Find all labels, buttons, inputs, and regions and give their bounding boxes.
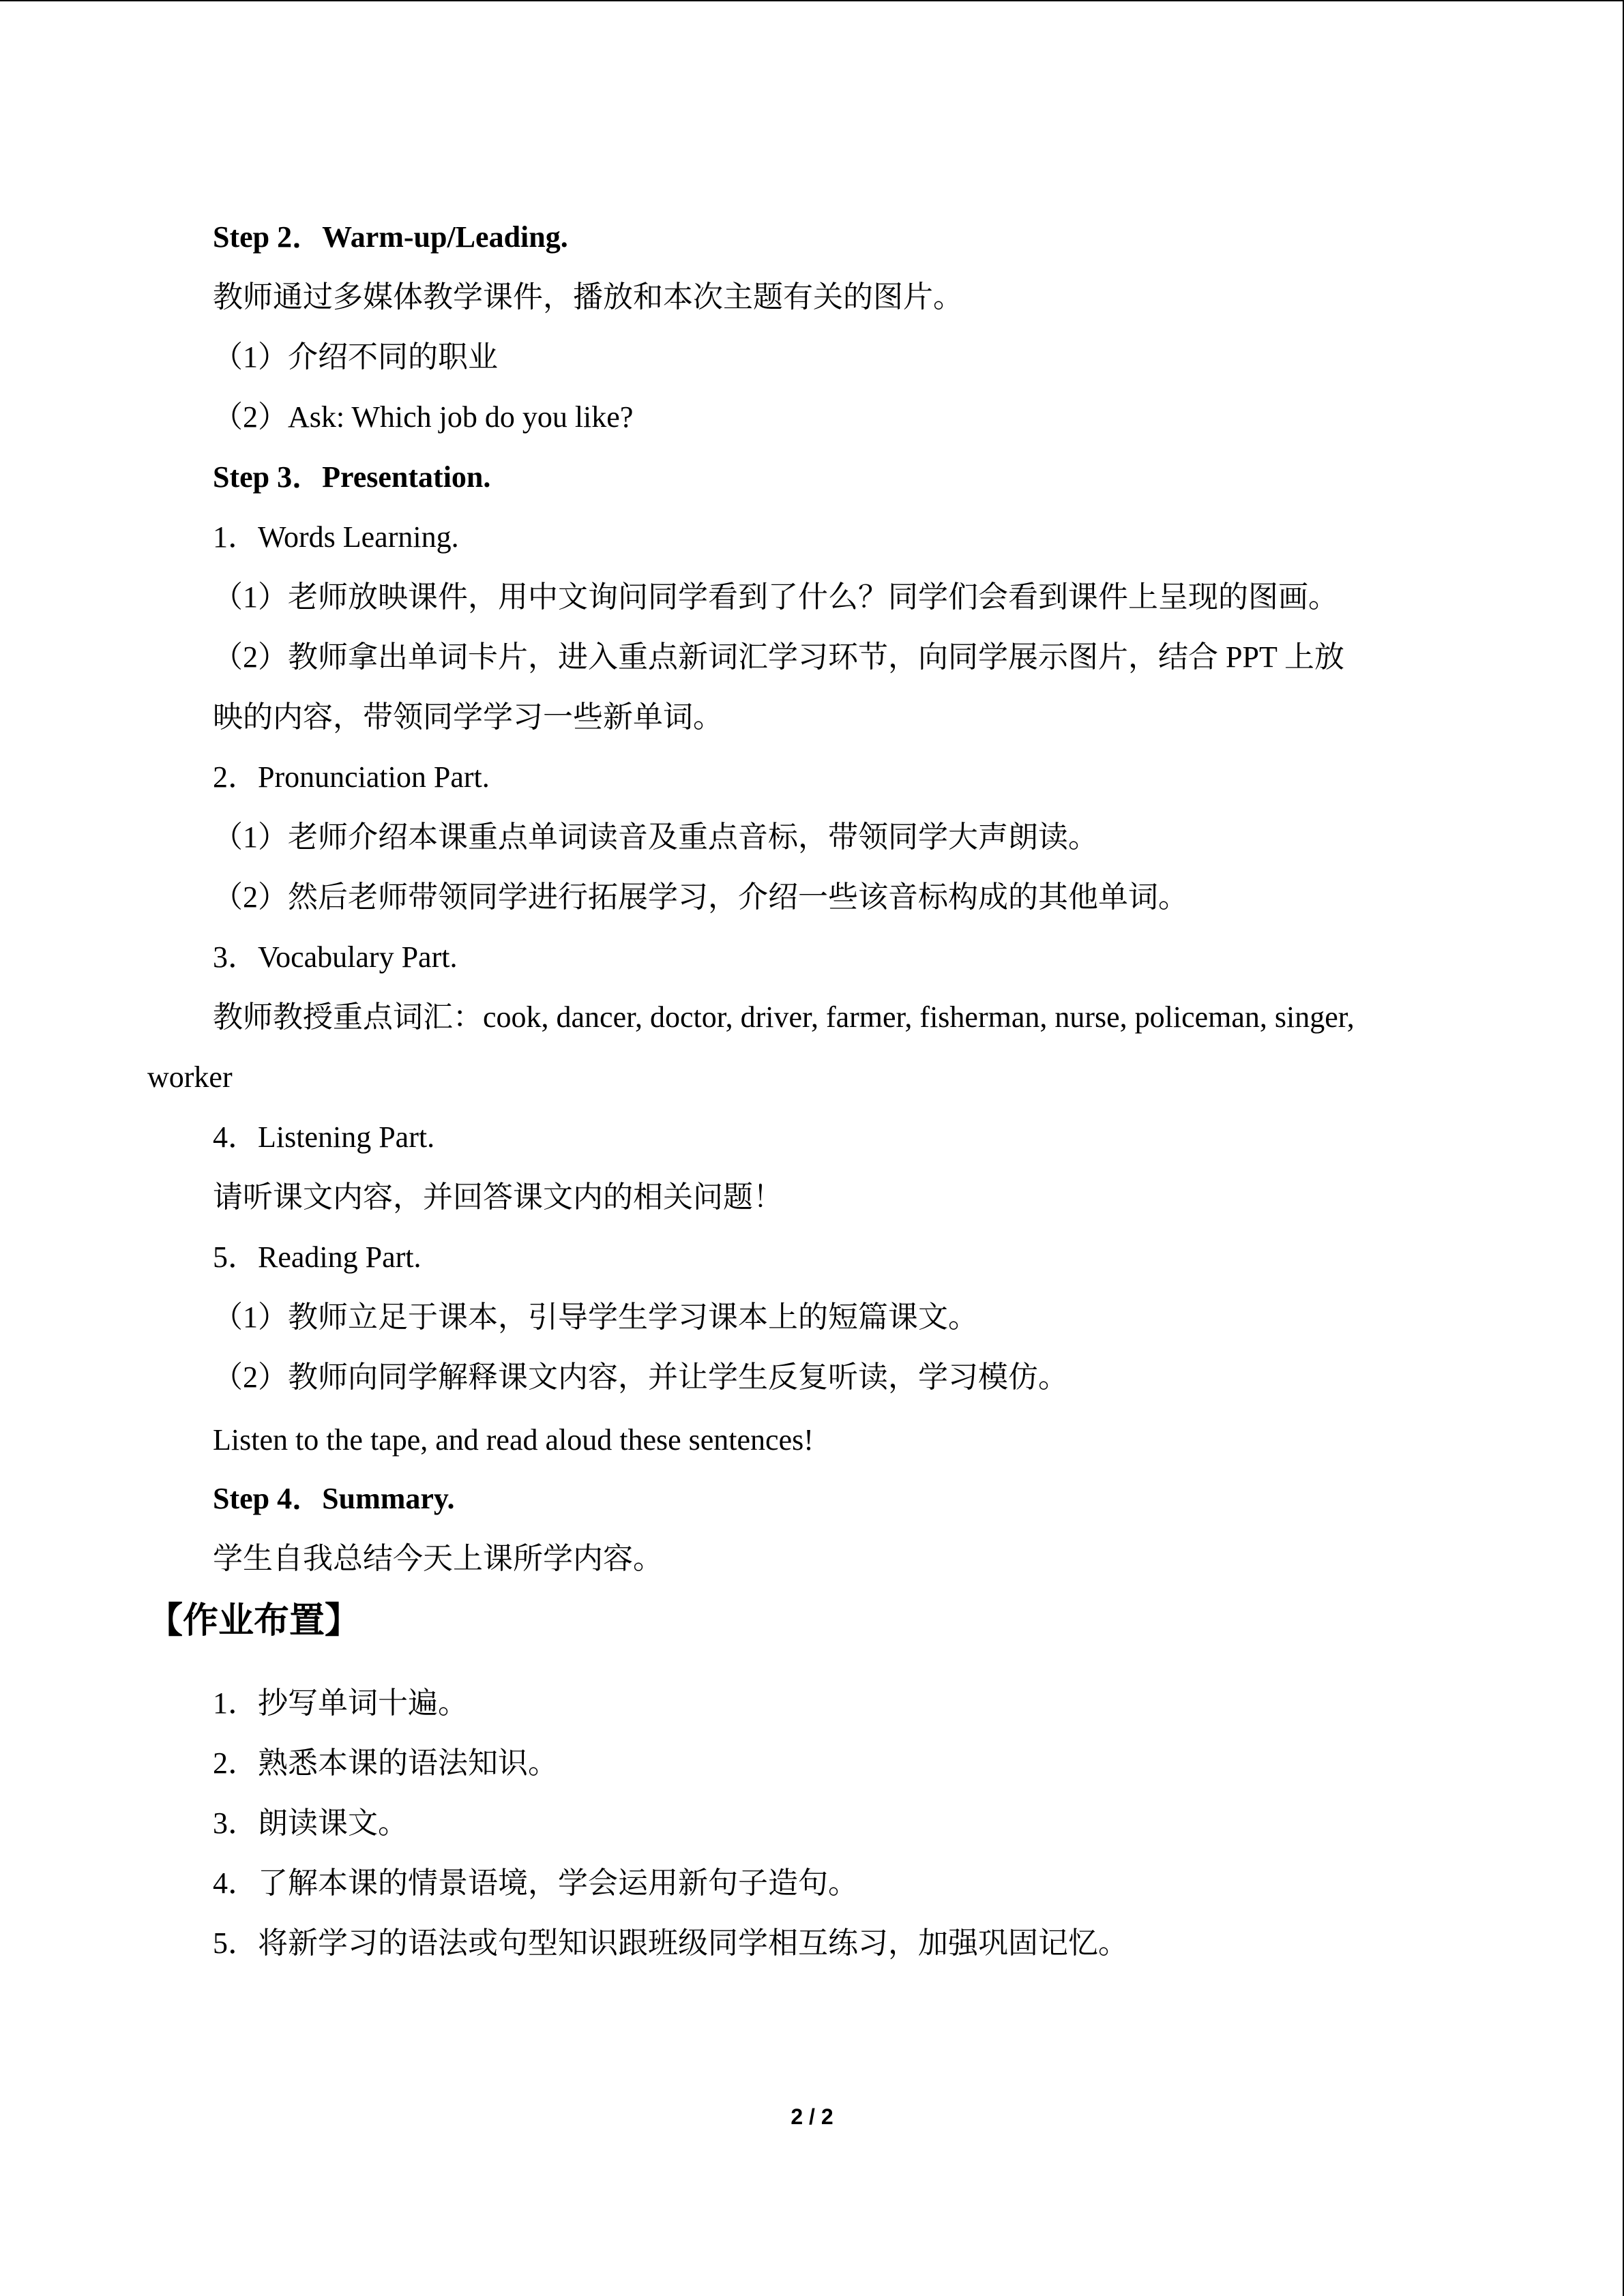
homework-heading: 【作业布置】 <box>147 1600 361 1641</box>
step2-intro: 教师通过多媒体教学课件，播放和本次主题有关的图片。 <box>213 280 963 314</box>
pronunciation-heading: 2．Pronunciation Part. <box>213 760 490 794</box>
words-learning-item-2-line-2: 映的内容，带领同学学习一些新单词。 <box>213 700 723 734</box>
words-learning-item-1: （1）老师放映课件，用中文询问同学看到了什么？同学们会看到课件上呈现的图画。 <box>213 580 1338 614</box>
homework-item-4: 4．了解本课的情景语境，学会运用新句子造句。 <box>213 1866 858 1900</box>
homework-item-3: 3．朗读课文。 <box>213 1806 408 1840</box>
homework-item-2: 2．熟悉本课的语法知识。 <box>213 1746 558 1780</box>
words-learning-item-2-line-1: （2）教师拿出单词卡片，进入重点新词汇学习环节，向同学展示图片，结合 PPT 上放 <box>213 640 1345 674</box>
listening-heading: 4．Listening Part. <box>213 1120 435 1154</box>
vocabulary-text-line-2: worker <box>147 1060 233 1094</box>
words-learning-heading: 1．Words Learning. <box>213 520 459 554</box>
vocabulary-heading: 3．Vocabulary Part. <box>213 940 458 974</box>
step2-title: Step 2．Warm-up/Leading. <box>213 220 568 254</box>
pronunciation-item-1: （1）老师介绍本课重点单词读音及重点音标，带领同学大声朗读。 <box>213 820 1098 854</box>
step3-title: Step 3．Presentation. <box>213 460 491 494</box>
step4-text: 学生自我总结今天上课所学内容。 <box>213 1542 663 1575</box>
vocabulary-text-line-1: 教师教授重点词汇：cook, dancer, doctor, driver, farmer, fisherman, nurse, policeman, singer, <box>213 1000 1355 1034</box>
pronunciation-item-2: （2）然后老师带领同学进行拓展学习，介绍一些该音标构成的其他单词。 <box>213 880 1188 914</box>
step4-title: Step 4．Summary. <box>213 1482 455 1515</box>
homework-item-5: 5．将新学习的语法或句型知识跟班级同学相互练习，加强巩固记忆。 <box>213 1926 1128 1960</box>
step2-item-1: （1）介绍不同的职业 <box>213 340 498 374</box>
reading-english-sentence: Listen to the tape, and read aloud these sentences! <box>213 1423 814 1457</box>
step2-item-2: （2）Ask: Which job do you like? <box>213 400 634 434</box>
listening-text: 请听课文内容，并回答课文内的相关问题！ <box>213 1180 783 1214</box>
page-number: 2 / 2 <box>791 2104 833 2129</box>
reading-item-1: （1）教师立足于课本，引导学生学习课本上的短篇课文。 <box>213 1300 978 1334</box>
reading-heading: 5．Reading Part. <box>213 1240 422 1274</box>
homework-item-1: 1．抄写单词十遍。 <box>213 1686 468 1720</box>
reading-item-2: （2）教师向同学解释课文内容，并让学生反复听读，学习模仿。 <box>213 1360 1068 1394</box>
